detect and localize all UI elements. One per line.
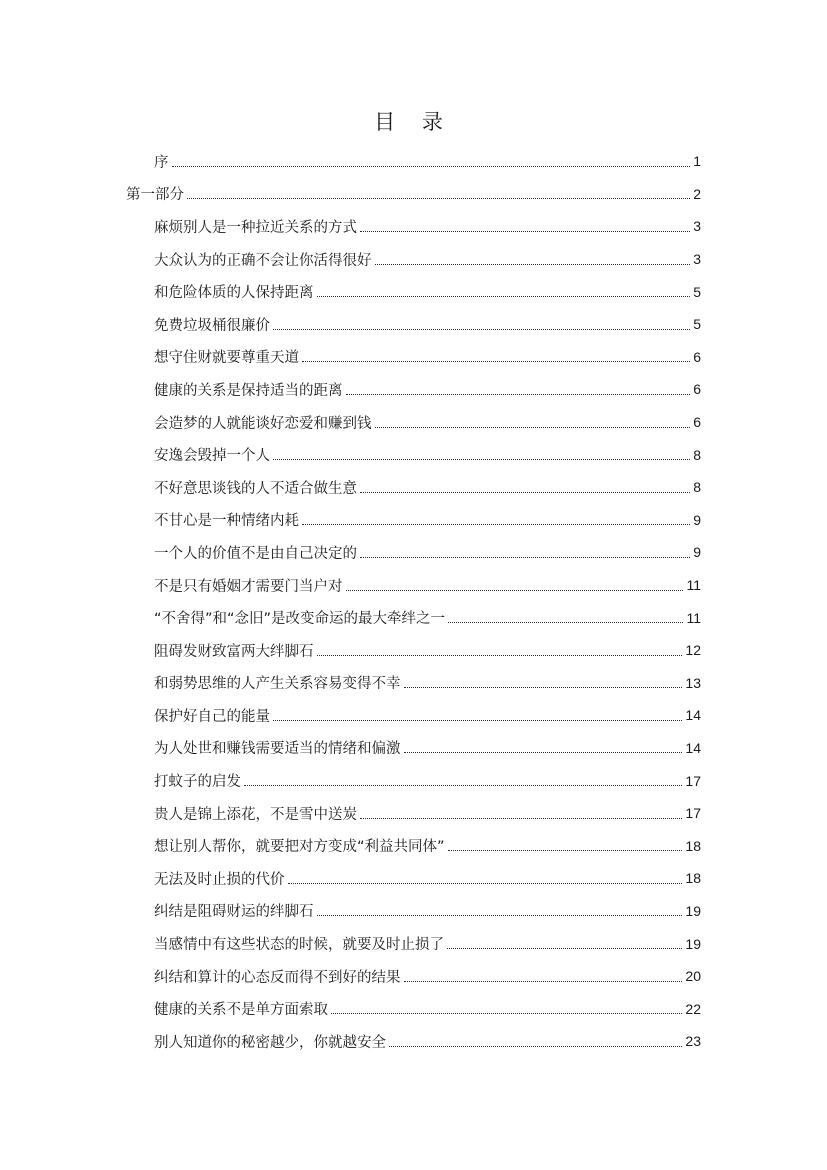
toc-page-number: 6 (693, 414, 701, 431)
toc-entry-title: 保护好自己的能量 (154, 708, 270, 725)
toc-entry[interactable] (0, 210, 827, 243)
dot-leader (317, 655, 683, 656)
toc-page-number: 2 (693, 185, 701, 202)
toc-entry[interactable] (0, 960, 827, 993)
toc-page-number: 19 (685, 902, 701, 919)
toc-entry[interactable] (0, 308, 827, 341)
toc-page-number: 18 (685, 837, 701, 854)
table-of-contents (0, 145, 827, 1058)
toc-page-number: 9 (693, 544, 701, 561)
toc-entry-title: 大众认为的正确不会让你活得很好 (154, 252, 372, 269)
toc-entry-title: 一个人的价值不是由自己决定的 (154, 545, 357, 562)
toc-page-number: 8 (693, 446, 701, 463)
toc-entry-title: 不好意思谈钱的人不适合做生意 (154, 480, 357, 497)
toc-page-number: 23 (685, 1033, 701, 1050)
toc-page-number: 12 (685, 642, 701, 659)
toc-entry-title: 健康的关系是保持适当的距离 (154, 382, 343, 399)
dot-leader (172, 166, 691, 167)
toc-page-number: 5 (693, 316, 701, 333)
toc-entry-title: 第一部分 (126, 187, 184, 204)
toc-page-number: 3 (693, 251, 701, 268)
toc-entry[interactable] (0, 1025, 827, 1058)
toc-entry-title: 打蚊子的启发 (154, 774, 241, 791)
dot-leader (288, 883, 683, 884)
toc-title: 目 录 (374, 110, 453, 134)
dot-leader (317, 915, 683, 916)
toc-entry-title: 想让别人帮你，就要把对方变成“利益共同体” (154, 839, 445, 856)
toc-entry-title: 纠结是阻碍财运的绊脚石 (154, 904, 314, 921)
toc-entry-title: 当感情中有这些状态的时候，就要及时止损了 (154, 937, 444, 954)
dot-leader (360, 818, 682, 819)
toc-entry[interactable] (0, 699, 827, 732)
toc-page-number: 11 (686, 609, 701, 626)
toc-entry[interactable] (0, 732, 827, 765)
toc-entry[interactable] (0, 178, 827, 211)
dot-leader (389, 1046, 682, 1047)
toc-entry[interactable] (0, 895, 827, 928)
toc-entry[interactable] (0, 275, 827, 308)
toc-page-number: 3 (693, 218, 701, 235)
dot-leader (346, 590, 684, 591)
toc-page-number: 11 (686, 577, 701, 594)
dot-leader (447, 948, 682, 949)
dot-leader (302, 524, 690, 525)
toc-page-number: 22 (685, 1000, 701, 1017)
dot-leader (273, 329, 690, 330)
toc-entry[interactable] (0, 471, 827, 504)
toc-page-number: 17 (685, 772, 701, 789)
toc-entry-title: 不是只有婚姻才需要门当户对 (154, 578, 343, 595)
toc-entry-title: 和危险体质的人保持距离 (154, 285, 314, 302)
dot-leader (404, 981, 683, 982)
toc-entry[interactable] (0, 634, 827, 667)
toc-entry-title: 麻烦别人是一种拉近关系的方式 (154, 219, 357, 236)
toc-entry-title: 为人处世和赚钱需要适当的情绪和偏激 (154, 741, 401, 758)
toc-entry-title: 想守住财就要尊重天道 (154, 350, 299, 367)
toc-entry-title: 安逸会毁掉一个人 (154, 448, 270, 465)
dot-leader (360, 231, 690, 232)
dot-leader (273, 459, 690, 460)
toc-entry[interactable] (0, 829, 827, 862)
toc-entry[interactable] (0, 341, 827, 374)
toc-entry-title: 健康的关系不是单方面索取 (154, 1002, 328, 1019)
toc-entry[interactable] (0, 504, 827, 537)
toc-entry-title: 免费垃圾桶很廉价 (154, 317, 270, 334)
toc-entry-title: 贵人是锦上添花，不是雪中送炭 (154, 806, 357, 823)
toc-entry-title: 序 (154, 154, 169, 171)
toc-entry[interactable] (0, 243, 827, 276)
toc-page-number: 14 (685, 739, 701, 756)
toc-entry-title: 纠结和算计的心态反而得不到好的结果 (154, 969, 401, 986)
toc-page-number: 18 (685, 870, 701, 887)
toc-entry-title: 和弱势思维的人产生关系容易变得不幸 (154, 676, 401, 693)
toc-page-number: 6 (693, 348, 701, 365)
toc-entry[interactable] (0, 601, 827, 634)
toc-entry[interactable] (0, 927, 827, 960)
toc-entry[interactable] (0, 438, 827, 471)
toc-entry-title: 无法及时止损的代价 (154, 871, 285, 888)
dot-leader (273, 720, 682, 721)
dot-leader (404, 752, 683, 753)
toc-page-number: 6 (693, 381, 701, 398)
toc-entry[interactable] (0, 797, 827, 830)
dot-leader (360, 492, 690, 493)
toc-page-number: 1 (693, 153, 701, 170)
dot-leader (360, 557, 690, 558)
dot-leader (331, 1013, 682, 1014)
toc-page-number: 8 (693, 479, 701, 496)
toc-page-number: 13 (685, 674, 701, 691)
dot-leader (244, 785, 682, 786)
toc-entry-title: “不舍得”和“念旧”是改变命运的最大牵绊之一 (154, 611, 446, 628)
dot-leader (187, 198, 690, 199)
toc-page-number: 19 (685, 935, 701, 952)
toc-entry-title: 不甘心是一种情绪内耗 (154, 513, 299, 530)
dot-leader (375, 264, 691, 265)
toc-entry[interactable] (0, 373, 827, 406)
toc-page-number: 9 (693, 511, 701, 528)
toc-entry-title: 阻碍发财致富两大绊脚石 (154, 643, 314, 660)
toc-page-number: 14 (685, 707, 701, 724)
dot-leader (317, 296, 691, 297)
dot-leader (448, 622, 683, 623)
toc-page-number: 5 (693, 283, 701, 300)
toc-page-number: 17 (685, 805, 701, 822)
toc-entry[interactable] (0, 406, 827, 439)
dot-leader (404, 687, 683, 688)
dot-leader (346, 394, 691, 395)
toc-entry-title: 别人知道你的秘密越少，你就越安全 (154, 1034, 386, 1051)
toc-entry[interactable] (0, 667, 827, 700)
dot-leader (302, 361, 690, 362)
toc-entry[interactable] (0, 862, 827, 895)
toc-entry[interactable] (0, 764, 827, 797)
dot-leader (375, 427, 691, 428)
toc-entry[interactable] (0, 145, 827, 178)
toc-entry-title: 会造梦的人就能谈好恋爱和赚到钱 (154, 415, 372, 432)
dot-leader (448, 850, 683, 851)
toc-page-number: 20 (685, 968, 701, 985)
toc-entry[interactable] (0, 569, 827, 602)
toc-entry[interactable] (0, 536, 827, 569)
toc-entry[interactable] (0, 992, 827, 1025)
